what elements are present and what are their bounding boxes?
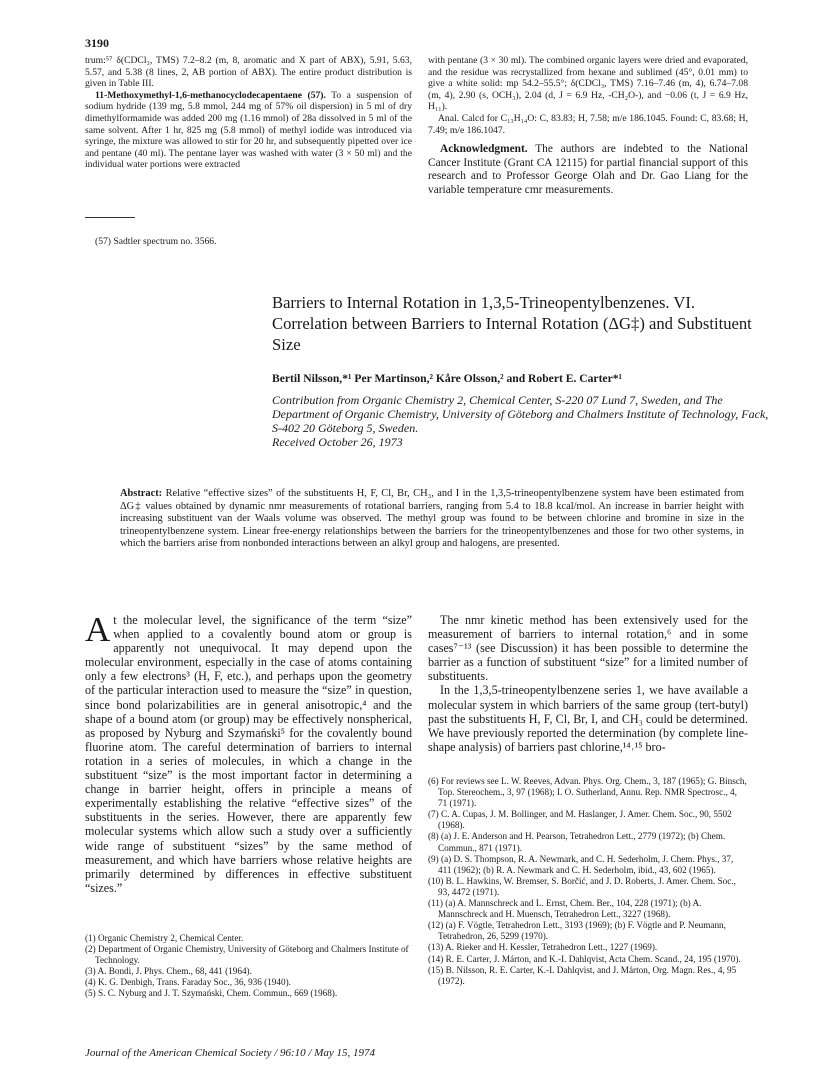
drop-cap: A — [85, 610, 111, 649]
reference-item: (8) (a) J. E. Anderson and H. Pearson, Tetrahedron Lett., 2779 (1972); (b) Chem. Commun., 871 (1971). — [428, 831, 726, 853]
acknowledgment-paragraph — [428, 143, 748, 197]
reference-item: (1) Organic Chemistry 2, Chemical Center. — [85, 933, 244, 943]
series-paragraph: In the 1,3,5-trineopentylbenzene series 1, we have available a molecular system in which barriers of the same group (tert-butyl) past the substituents H, F, Cl, Br, I, and CH₃ could be determined. We have previously reported the determination (by complete line-shape analysis) of barriers past chlorine,¹⁴˒¹⁵ bro- — [428, 683, 748, 754]
reference-item: (11) (a) A. Mannschreck and L. Ernst, Chem. Ber., 104, 228 (1971); (b) A. Mannschreck and H. Muensch, Tetrahedron Lett., 3227 (1968). — [428, 898, 702, 920]
nmr-data-paragraph: trum:⁵⁷ δ(CDCl₃, TMS) 7.2–8.2 (m, 8, aromatic and X part of ABX), 5.91, 5.63, 5.57, and 5.38 (8 lines, 2, AB portion of ABX). The entire product distribution is given in Table III. — [85, 55, 412, 90]
author-list: Bertil Nilsson,*¹ Per Martinson,² Kåre Olsson,² and Robert E. Carter*¹ — [272, 372, 622, 385]
reference-item: (12) (a) F. Vögtle, Tetrahedron Lett., 3193 (1969); (b) F. Vögtle and P. Neumann, Tetrahedron, 26, 5299 (1970). — [428, 920, 726, 942]
references-right — [428, 776, 748, 987]
introduction-right-column — [428, 613, 748, 754]
article-title: Barriers to Internal Rotation in 1,3,5-Trineopentylbenzenes. VI. Correlation between Barriers to Internal Rotation (ΔG‡) and Substituent Size — [272, 293, 752, 354]
workup-paragraph: with pentane (3 × 30 ml). The combined organic layers were dried and evaporated, and the residue was recrystallized from hexane and sublimed (45°, 0.01 mm) to give a white solid: mp 54.2–55.5°; δ(CDCl₃, TMS) 7.16–7.46 (m, 4), 6.74–7.08 (m, 4), 2.90 (s, OCH₃), 2.04 (d, J = 6.9 Hz, -CH₂O-), and −0.06 (t, J = 6.9 Hz, H₁₁). — [428, 55, 748, 113]
abstract-text: Relative “effective sizes” of the substituents H, F, Cl, Br, CH₃, and I in the 1,3,5-trineopentylbenzene system have been estimated from ΔG‡ values obtained by dynamic nmr measurements of rotational barriers, ranging from 5.4 to 18.8 kcal/mol. An increase in barrier height with increasing substituent van der Waals volume was observed. The methyl group was found to be between chlorine and bromine in size in the trineopentylbenzene system. Linear free-energy relationships between the barriers for the trineopentylbenzenes and those for two other systems, in which the barriers arise from nonbonded interactions between an alkyl group and halogens, are presented. — [120, 488, 744, 550]
abstract-label: Abstract: — [120, 488, 163, 499]
compound-heading: 11-Methoxymethyl-1,6-methanocyclodecapentaene (57). — [95, 89, 326, 101]
received-date: Received October 26, 1973 — [272, 435, 403, 449]
footnote-57: (57) Sadtler spectrum no. 3566. — [95, 236, 217, 247]
reference-item: (2) Department of Organic Chemistry, University of Göteborg and Chalmers Institute of Technology. — [85, 944, 409, 966]
preparation-text: To a suspension of sodium hydride (139 mg, 5.8 mmol, 244 mg of 57% oil dispersion) in 5 ml of dry dimethylformamide was added 200 mg (1.16 mmol) of 28a dissolved in 5 ml of the same solvent. After 1 hr, 825 mg (5.8 mmol) of methyl iodide was introduced via syringe, the mixture was allowed to stir for 20 hr, and subsequently pipetted over ice and pentane (40 ml). The pentane layer was washed with water (3 × 50 ml) and the individual water portions were extracted — [85, 89, 412, 171]
references-left — [85, 933, 412, 1000]
experimental-right-column — [428, 55, 748, 136]
footnote-divider — [85, 217, 135, 218]
acknowledgment-heading: Acknowledgment. — [440, 143, 528, 155]
reference-item: (6) For reviews see L. W. Reeves, Advan. Phys. Org. Chem., 3, 187 (1965); G. Binsch, Top. Stereochem., 3, 97 (1968); I. O. Sutherland, Annu. Rep. NMR Spectrosc., 4, 71 (1971). — [428, 776, 747, 809]
acknowledgment-text: The authors are indebted to the National Cancer Institute (Grant CA 12115) for partial financial support of this research and to Professor George Olah and Dr. Gao Liang for the variable temperature cmr measurements. — [428, 143, 748, 196]
reference-item: (7) C. A. Cupas, J. M. Bollinger, and M. Haslanger, J. Amer. Chem. Soc., 90, 5502 (1968). — [428, 809, 732, 831]
journal-footer: Journal of the American Chemical Society / 96:10 / May 15, 1974 — [85, 1047, 376, 1059]
acknowledgment-section — [428, 143, 748, 197]
reference-item: (4) K. G. Denbigh, Trans. Faraday Soc., 36, 936 (1940). — [85, 977, 291, 988]
reference-item: (5) S. C. Nyburg and J. T. Szymański, Chem. Commun., 669 (1968). — [85, 988, 338, 999]
reference-item: (13) A. Rieker and H. Kessler, Tetrahedron Lett., 1227 (1969). — [428, 942, 658, 953]
experimental-left-column — [85, 55, 412, 171]
introduction-left-column — [85, 610, 412, 895]
preparation-paragraph — [85, 90, 412, 171]
abstract — [120, 488, 744, 551]
page-number: 3190 — [85, 36, 109, 50]
affiliation-block — [272, 393, 772, 449]
affiliation: Contribution from Organic Chemistry 2, Chemical Center, S-220 07 Lund 7, Sweden, and The Department of Organic Chemistry, University of Göteborg and Chalmers Institute of Technology, Fack, S-402 20 Göteborg 5, Sweden. — [272, 393, 769, 435]
reference-item: (15) B. Nilsson, R. E. Carter, K.-I. Dahlqvist, and J. Márton, Org. Magn. Res., 4, 95 (1972). — [428, 964, 737, 986]
reference-item: (14) R. E. Carter, J. Márton, and K.-I. Dahlqvist, Acta Chem. Scand., 24, 195 (1970). — [428, 953, 741, 964]
reference-item: (3) A. Bondi, J. Phys. Chem., 68, 441 (1964). — [85, 966, 252, 977]
analysis-paragraph: Anal. Calcd for C₁₃H₁₄O: C, 83.83; H, 7.58; m/e 186.1045. Found: C, 83.68; H, 7.49; m/e 186.1047. — [428, 112, 748, 136]
nmr-method-paragraph: The nmr kinetic method has been extensively used for the measurement of barriers to internal rotation,⁶ and in some cases⁷⁻¹³ (see Discussion) it has been possible to determine the barrier as a function of substituent “size” for a limited number of substituents. — [428, 613, 748, 684]
reference-item: (10) B. L. Hawkins, W. Bremser, S. Borčić, and J. D. Roberts, J. Amer. Chem. Soc., 93, 4472 (1971). — [428, 875, 736, 897]
introduction-text: t the molecular level, the significance of the term “size” when applied to a covalently bound atom or group is apparently not unequivocal. It may depend upon the molecular environment, especially in the case of atoms containing only a few electrons³ (H, F, etc.), and perhaps upon the geometry of the particular interaction used to measure the “size” in question, since bond polarizabilities are in general anisotropic,⁴ and the shape of a bound atom (or group) may be effectively nonspherical, as proposed by Nyburg and Szymański⁵ for the covalently bound fluorine atom. The careful determination of barriers to internal rotation in a series of molecules, in which a change in the substituent “size” is the most important factor in determining a change in barrier height, offers in principle a means of experimentally establishing the relative “effective sizes” of the substituents in the series. However, there are apparently few molecular systems which allow such a study over a sufficiently wide range of substituent “sizes” by the same method of measurement, and which have barriers whose relative heights are primarily determined by differences in effective substituent “sizes.” — [85, 613, 412, 895]
reference-item: (9) (a) D. S. Thompson, R. A. Newmark, and C. H. Sederholm, J. Chem. Phys., 37, 411 (1962); (b) R. A. Newmark and C. H. Sederholm, ibid., 43, 602 (1965). — [428, 853, 734, 875]
